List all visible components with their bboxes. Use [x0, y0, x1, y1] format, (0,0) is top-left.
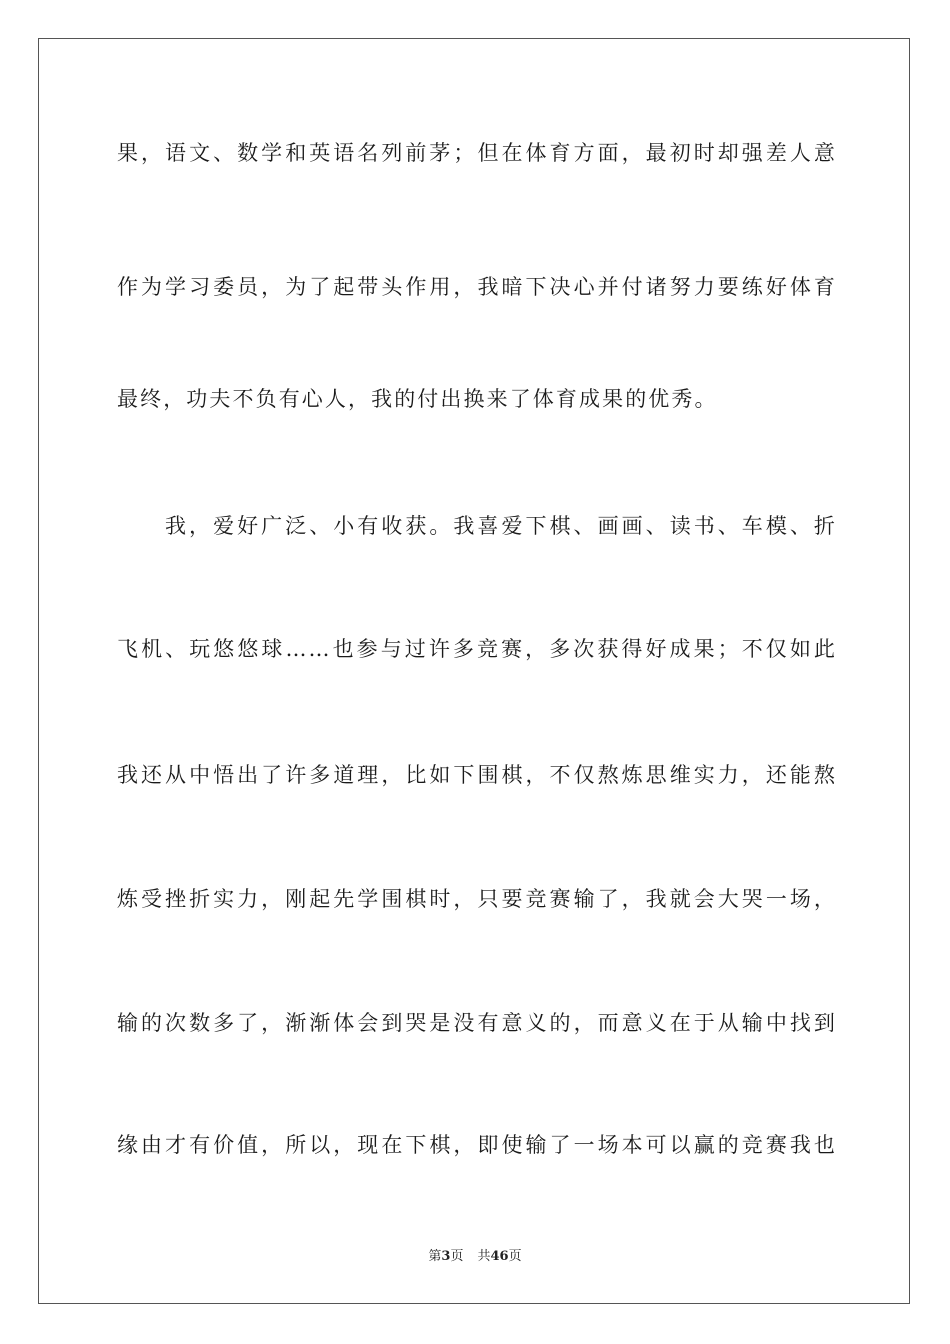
page-suffix: 页: [450, 1249, 464, 1264]
text-line-2: 作为学习委员，为了起带头作用，我暗下决心并付诸努力要练好体育: [117, 275, 837, 299]
total-prefix: 共: [477, 1249, 491, 1264]
text-line-3: 最终，功夫不负有心人，我的付出换来了体育成果的优秀。: [117, 387, 718, 411]
total-suffix: 页: [508, 1249, 522, 1264]
text-line-4-paragraph-start: 我，爱好广泛、小有收获。我喜爱下棋、画画、读书、车模、折: [165, 514, 837, 538]
text-line-1: 果，语文、数学和英语名列前茅；但在体育方面，最初时却强差人意: [117, 141, 837, 165]
page-frame: [38, 38, 910, 1304]
text-line-5: 飞机、玩悠悠球……也参与过许多竞赛，多次获得好成果；不仅如此: [117, 637, 837, 661]
text-line-6: 我还从中悟出了许多道理，比如下围棋，不仅熬炼思维实力，还能熬: [117, 763, 837, 787]
page-prefix: 第: [428, 1249, 442, 1264]
page-footer: [39, 1249, 911, 1265]
text-line-8: 输的次数多了，渐渐体会到哭是没有意义的，而意义在于从输中找到: [117, 1011, 837, 1035]
text-line-9: 缘由才有价值，所以，现在下棋，即使输了一场本可以赢的竞赛我也: [117, 1133, 837, 1157]
page-number: 3: [441, 1249, 451, 1264]
total-pages: 46: [490, 1249, 509, 1264]
text-line-7: 炼受挫折实力，刚起先学围棋时，只要竞赛输了，我就会大哭一场，: [117, 887, 837, 911]
